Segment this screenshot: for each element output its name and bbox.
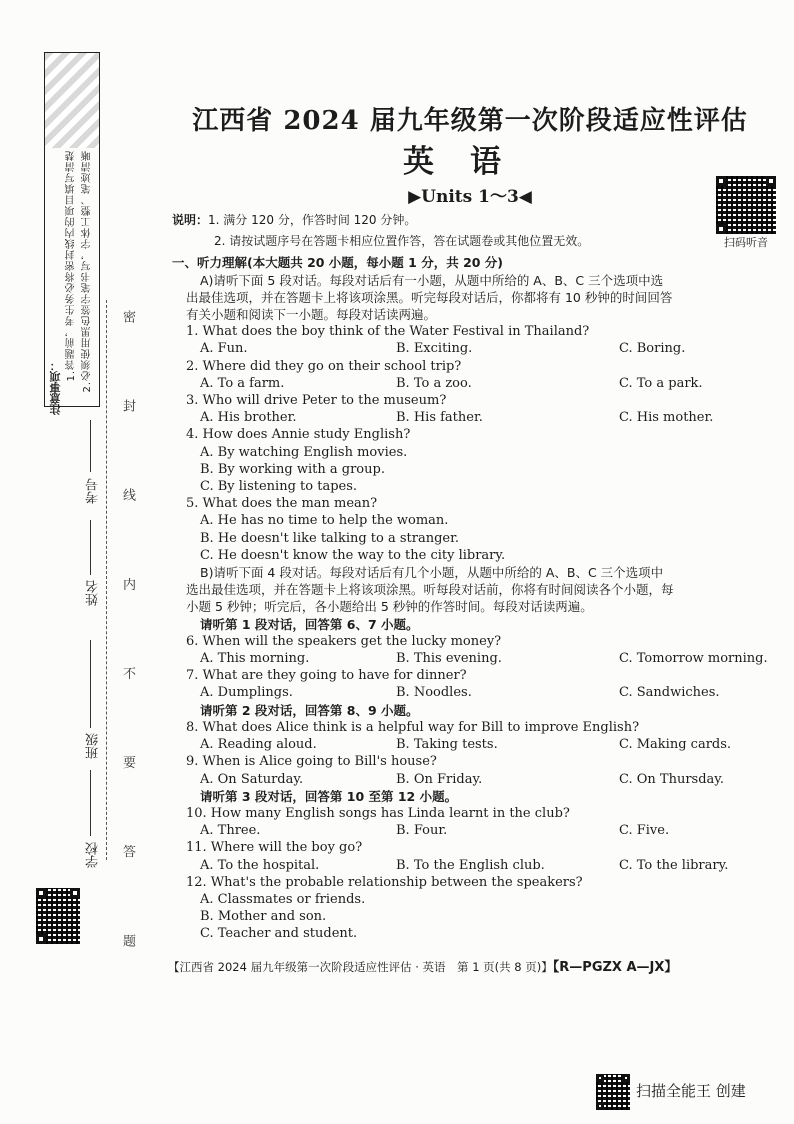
- option: B. He doesn't like talking to a stranger.: [200, 530, 460, 546]
- option: A. To a farm.: [200, 375, 285, 391]
- qr-label: 扫码听音: [724, 236, 768, 249]
- field-line: [90, 520, 91, 575]
- notice-item-2: 2.必须使用黑色签字笔书写，字体工整、笔迹清晰: [82, 150, 93, 393]
- dialog-heading: 请听第 3 段对话，回答第 10 至第 12 小题。: [200, 788, 458, 804]
- option: B. Exciting.: [396, 341, 473, 357]
- option: A. He has no time to help the woman.: [200, 513, 449, 529]
- option: B. Mother and son.: [200, 909, 327, 925]
- options-row: [186, 684, 786, 701]
- units-label: ▶Units 1～3◀: [408, 187, 532, 207]
- part-a-text: 出最佳选项，并在答题卡上将该项涂黑。听完每段对话后，你都将有 10 秒钟的时间回答: [186, 289, 673, 305]
- option: C. On Thursday.: [619, 771, 725, 787]
- options-row: [186, 771, 786, 788]
- option: A. Classmates or friends.: [200, 891, 366, 907]
- option: B. To a zoo.: [396, 375, 472, 391]
- notice-item-1: 1.答题前，考生务必将密封线内的项目填写清楚: [66, 150, 77, 382]
- subject-title: 英语: [403, 144, 537, 180]
- part-a-text: 有关小题和阅读下一小题。每段对话读两遍。: [186, 307, 437, 323]
- field-kaohao: 考号: [86, 478, 101, 504]
- option: B. On Friday.: [396, 771, 483, 787]
- options-row: [186, 409, 786, 426]
- footer-info: 【江西省 2024 届九年级第一次阶段适应性评估 · 英语 第 1 页(共 8 页)】: [168, 960, 553, 974]
- question-stem: 9. When is Alice going to Bill's house?: [186, 754, 437, 770]
- options-row: [186, 340, 786, 357]
- option: C. Five.: [619, 823, 670, 839]
- field-line: [90, 640, 91, 728]
- option: B. Taking tests.: [396, 737, 498, 753]
- option: B. This evening.: [396, 651, 502, 667]
- scanner-watermark: 扫描全能王 创建: [636, 1082, 746, 1100]
- options-row: [186, 650, 786, 667]
- question-stem: 1. What does the boy think of the Water Festival in Thailand?: [186, 324, 590, 340]
- field-line: [90, 770, 91, 836]
- option: C. Teacher and student.: [200, 926, 358, 942]
- question-stem: 7. What are they going to have for dinner?: [186, 668, 467, 684]
- option: A. This morning.: [200, 651, 310, 667]
- option: A. To the hospital.: [200, 857, 320, 873]
- option: C. His mother.: [619, 410, 714, 426]
- part-b-text: B)请听下面 4 段对话。每段对话后有几个小题，从题中所给的 A、B、C 三个选项中: [200, 565, 664, 581]
- option: A. Dumplings.: [200, 685, 293, 701]
- instructions-1: 说明：1. 满分 120 分，作答时间 120 分钟。: [172, 213, 417, 227]
- instructions-2: 2. 请按试题序号在答题卡相应位置作答，答在试题卷或其他位置无效。: [214, 234, 590, 249]
- part-b-text: 小题 5 秒钟；听完后，各小题给出 5 秒钟的作答时间。每段对话读两遍。: [186, 599, 593, 615]
- question-stem: 11. Where will the boy go?: [186, 840, 363, 856]
- seal-text: 密 封 线 内 不 要 答 题: [120, 310, 135, 983]
- question-stem: 6. When will the speakers get the lucky money?: [186, 633, 502, 649]
- exam-body: [172, 212, 786, 943]
- qr-code-scanner: [596, 1074, 630, 1110]
- question-stem: 5. What does the man mean?: [186, 496, 378, 512]
- question-stem: 12. What's the probable relationship between the speakers?: [186, 874, 583, 890]
- question-stem: 2. Where did they go on their school trip?: [186, 358, 462, 374]
- field-line: [90, 420, 91, 472]
- footer-code: 【R—PGZX A—JX】: [552, 960, 678, 975]
- option: C. To a park.: [619, 375, 703, 391]
- option: B. By working with a group.: [200, 461, 385, 477]
- options-row: [186, 857, 786, 874]
- field-xuexiao: 学校: [86, 842, 101, 868]
- options-row: [186, 375, 786, 392]
- option: A. His brother.: [200, 410, 297, 426]
- options-row: [186, 822, 786, 839]
- option: A. By watching English movies.: [200, 444, 408, 460]
- option: B. His father.: [396, 410, 483, 426]
- part-a-text: A)请听下面 5 段对话。每段对话后有一小题，从题中所给的 A、B、C 三个选项中选: [200, 272, 664, 288]
- option: C. He doesn't know the way to the city library.: [200, 547, 506, 563]
- option: A. On Saturday.: [200, 771, 304, 787]
- option: C. Sandwiches.: [619, 685, 720, 701]
- question-stem: 4. How does Annie study English?: [186, 427, 411, 443]
- option: A. Fun.: [200, 341, 248, 357]
- page-footer: [168, 956, 793, 975]
- field-banji: 班级: [86, 733, 101, 759]
- notice-title: 注意事项：: [49, 360, 62, 415]
- option: C. To the library.: [619, 857, 729, 873]
- option: C. Boring.: [619, 341, 686, 357]
- field-xingming: 姓名: [86, 580, 101, 606]
- option: A. Reading aloud.: [200, 737, 317, 753]
- question-stem: 3. Who will drive Peter to the museum?: [186, 393, 447, 409]
- option: A. Three.: [200, 823, 261, 839]
- dialog-heading: 请听第 1 段对话，回答第 6、7 小题。: [200, 616, 419, 632]
- exam-title: 江西省 2024 届九年级第一次阶段适应性评估: [192, 106, 748, 136]
- qr-code-left: [36, 888, 80, 944]
- option: C. Tomorrow morning.: [619, 651, 768, 667]
- dialog-heading: 请听第 2 段对话，回答第 8、9 小题。: [200, 702, 419, 718]
- option: B. Noodles.: [396, 685, 472, 701]
- option: B. Four.: [396, 823, 448, 839]
- question-stem: 10. How many English songs has Linda learnt in the club?: [186, 805, 570, 821]
- section-heading: 一、听力理解(本大题共 20 小题，每小题 1 分，共 20 分): [172, 255, 504, 271]
- seal-line: [106, 300, 107, 860]
- question-stem: 8. What does Alice think is a helpful way for Bill to improve English?: [186, 719, 640, 735]
- part-b-text: 选出最佳选项，并在答题卡上将该项涂黑。听每段对话前，你将有时间阅读各个小题，每: [186, 582, 674, 598]
- option: B. To the English club.: [396, 857, 545, 873]
- option: C. By listening to tapes.: [200, 479, 358, 495]
- options-row: [186, 736, 786, 753]
- option: C. Making cards.: [619, 737, 732, 753]
- pattern-strip: [45, 53, 99, 148]
